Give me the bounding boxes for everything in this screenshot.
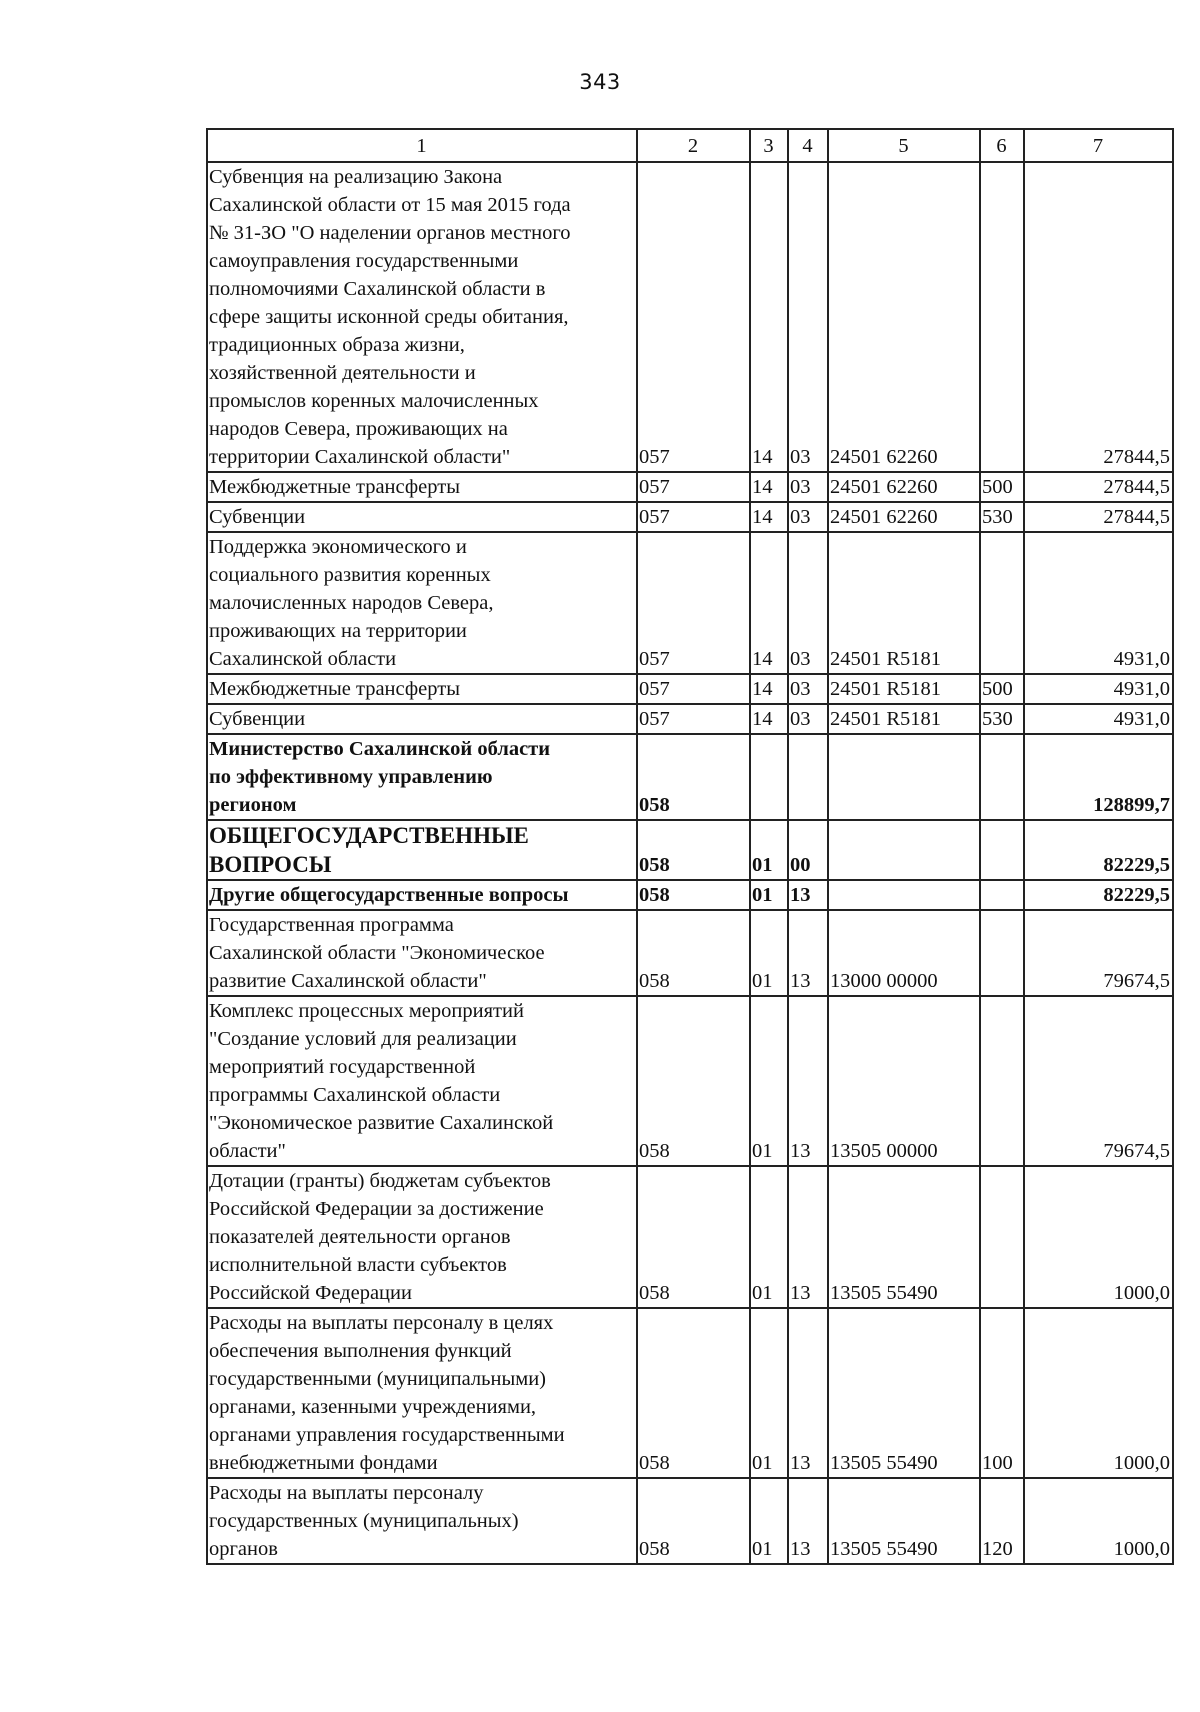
cell-subsection: 03 xyxy=(788,162,828,472)
cell-section: 14 xyxy=(750,532,788,674)
cell-ved: 058 xyxy=(637,1478,750,1564)
table-row xyxy=(207,996,1173,1166)
cell-section: 14 xyxy=(750,704,788,734)
cell-name-line: Сахалинской области xyxy=(209,648,397,670)
cell-name-line: № 31-ЗО "О наделении органов местного xyxy=(209,222,571,244)
cell-ved: 058 xyxy=(637,910,750,996)
cell-ved: 058 xyxy=(637,820,750,880)
cell-section: 01 xyxy=(750,1166,788,1308)
cell-expense-type xyxy=(980,734,1024,820)
cell-name-line: хозяйственной деятельности и xyxy=(209,362,476,384)
cell-section: 01 xyxy=(750,910,788,996)
table-row xyxy=(207,1478,1173,1564)
cell-ved: 058 xyxy=(637,996,750,1166)
cell-name-line: Другие общегосударственные вопросы xyxy=(209,884,569,906)
cell-name-line: "Экономическое развитие Сахалинской xyxy=(209,1112,554,1134)
cell-subsection: 03 xyxy=(788,704,828,734)
cell-name xyxy=(207,1478,637,1564)
cell-name xyxy=(207,162,637,472)
cell-name-line: Субвенции xyxy=(209,708,306,730)
cell-expense-type: 530 xyxy=(980,502,1024,532)
cell-amount: 27844,5 xyxy=(1024,162,1173,472)
cell-name xyxy=(207,532,637,674)
cell-subsection: 13 xyxy=(788,910,828,996)
cell-name-line: органами, казенными учреждениями, xyxy=(209,1396,537,1418)
cell-subsection xyxy=(788,734,828,820)
cell-name-line: программы Сахалинской области xyxy=(209,1084,501,1106)
cell-name-line: Российской Федерации за достижение xyxy=(209,1198,544,1220)
cell-section: 01 xyxy=(750,996,788,1166)
cell-name-line: ОБЩЕГОСУДАРСТВЕННЫЕ xyxy=(209,823,529,848)
cell-amount: 128899,7 xyxy=(1024,734,1173,820)
cell-name xyxy=(207,820,637,880)
cell-expense-type: 500 xyxy=(980,674,1024,704)
cell-ved: 057 xyxy=(637,704,750,734)
cell-section: 01 xyxy=(750,1478,788,1564)
cell-name-line: области" xyxy=(209,1140,286,1162)
cell-name-line: Дотации (гранты) бюджетам субъектов xyxy=(209,1170,551,1192)
cell-name xyxy=(207,880,637,910)
cell-target-article: 24501 R5181 xyxy=(828,532,980,674)
cell-amount: 82229,5 xyxy=(1024,880,1173,910)
cell-section: 01 xyxy=(750,820,788,880)
cell-name xyxy=(207,472,637,502)
cell-subsection: 03 xyxy=(788,674,828,704)
cell-amount: 4931,0 xyxy=(1024,532,1173,674)
cell-subsection: 13 xyxy=(788,996,828,1166)
table-row xyxy=(207,704,1173,734)
cell-subsection: 03 xyxy=(788,502,828,532)
cell-subsection: 13 xyxy=(788,1308,828,1478)
cell-name xyxy=(207,996,637,1166)
cell-ved: 057 xyxy=(637,472,750,502)
cell-expense-type xyxy=(980,1166,1024,1308)
table-row xyxy=(207,734,1173,820)
cell-name-line: по эффективному управлению xyxy=(209,766,493,788)
cell-name-line: развитие Сахалинской области" xyxy=(209,970,487,992)
cell-amount: 79674,5 xyxy=(1024,996,1173,1166)
table-row xyxy=(207,820,1173,880)
cell-name xyxy=(207,734,637,820)
page-number: 343 xyxy=(579,70,621,94)
cell-target-article xyxy=(828,734,980,820)
header-col-7: 7 xyxy=(1024,129,1173,162)
cell-name xyxy=(207,1166,637,1308)
cell-target-article: 24501 R5181 xyxy=(828,674,980,704)
cell-name-line: исполнительной власти субъектов xyxy=(209,1254,507,1276)
cell-name-line: показателей деятельности органов xyxy=(209,1226,511,1248)
cell-name-line: малочисленных народов Севера, xyxy=(209,592,494,614)
cell-name-line: государственных (муниципальных) xyxy=(209,1510,519,1532)
budget-table xyxy=(206,128,1174,1565)
cell-ved: 057 xyxy=(637,532,750,674)
cell-name-line: Межбюджетные трансферты xyxy=(209,678,460,700)
cell-name-line: социального развития коренных xyxy=(209,564,491,586)
cell-target-article: 24501 62260 xyxy=(828,502,980,532)
cell-target-article: 24501 62260 xyxy=(828,472,980,502)
cell-name-line: внебюджетными фондами xyxy=(209,1452,438,1474)
cell-target-article: 13505 55490 xyxy=(828,1308,980,1478)
table-row xyxy=(207,674,1173,704)
cell-name xyxy=(207,674,637,704)
header-col-2: 2 xyxy=(637,129,750,162)
cell-expense-type: 100 xyxy=(980,1308,1024,1478)
cell-ved: 057 xyxy=(637,502,750,532)
cell-name-line: Расходы на выплаты персоналу в целях xyxy=(209,1312,554,1334)
cell-name-line: Государственная программа xyxy=(209,914,454,936)
cell-subsection: 03 xyxy=(788,472,828,502)
header-col-6: 6 xyxy=(980,129,1024,162)
cell-subsection: 13 xyxy=(788,880,828,910)
cell-amount: 27844,5 xyxy=(1024,502,1173,532)
table-row xyxy=(207,162,1173,472)
header-col-5: 5 xyxy=(828,129,980,162)
cell-target-article: 24501 62260 xyxy=(828,162,980,472)
table-body xyxy=(207,162,1173,1564)
cell-expense-type: 120 xyxy=(980,1478,1024,1564)
cell-expense-type xyxy=(980,532,1024,674)
cell-target-article: 24501 R5181 xyxy=(828,704,980,734)
cell-name xyxy=(207,1308,637,1478)
cell-subsection: 00 xyxy=(788,820,828,880)
cell-expense-type: 530 xyxy=(980,704,1024,734)
cell-name-line: Российской Федерации xyxy=(209,1282,412,1304)
cell-name-line: проживающих на территории xyxy=(209,620,467,642)
cell-name-line: Субвенция на реализацию Закона xyxy=(209,166,503,188)
cell-name-line: мероприятий государственной xyxy=(209,1056,476,1078)
cell-section: 01 xyxy=(750,880,788,910)
cell-target-article: 13000 00000 xyxy=(828,910,980,996)
cell-target-article: 13505 55490 xyxy=(828,1166,980,1308)
cell-target-article xyxy=(828,880,980,910)
cell-ved: 058 xyxy=(637,1308,750,1478)
cell-expense-type xyxy=(980,910,1024,996)
cell-section: 14 xyxy=(750,502,788,532)
cell-ved: 058 xyxy=(637,734,750,820)
cell-name-line: сфере защиты исконной среды обитания, xyxy=(209,306,569,328)
cell-name-line: государственными (муниципальными) xyxy=(209,1368,546,1390)
cell-amount: 1000,0 xyxy=(1024,1166,1173,1308)
cell-section xyxy=(750,734,788,820)
cell-name-line: Субвенции xyxy=(209,506,306,528)
cell-name xyxy=(207,910,637,996)
cell-section: 14 xyxy=(750,472,788,502)
cell-name-line: Министерство Сахалинской области xyxy=(209,738,551,760)
cell-name-line: регионом xyxy=(209,794,297,816)
cell-target-article: 13505 00000 xyxy=(828,996,980,1166)
header-col-1: 1 xyxy=(207,129,637,162)
table-row xyxy=(207,472,1173,502)
cell-expense-type xyxy=(980,996,1024,1166)
cell-expense-type: 500 xyxy=(980,472,1024,502)
cell-name-line: ВОПРОСЫ xyxy=(209,852,332,877)
table-row xyxy=(207,880,1173,910)
cell-name-line: Межбюджетные трансферты xyxy=(209,476,460,498)
cell-expense-type xyxy=(980,880,1024,910)
table-row xyxy=(207,910,1173,996)
cell-name-line: Комплекс процессных мероприятий xyxy=(209,1000,524,1022)
cell-ved: 057 xyxy=(637,162,750,472)
cell-target-article xyxy=(828,820,980,880)
cell-name-line: народов Севера, проживающих на xyxy=(209,418,508,440)
cell-amount: 27844,5 xyxy=(1024,472,1173,502)
cell-name-line: территории Сахалинской области" xyxy=(209,446,511,468)
cell-name xyxy=(207,502,637,532)
cell-ved: 057 xyxy=(637,674,750,704)
cell-name-line: полномочиями Сахалинской области в xyxy=(209,278,546,300)
header-col-3: 3 xyxy=(750,129,788,162)
cell-subsection: 13 xyxy=(788,1478,828,1564)
cell-section: 14 xyxy=(750,674,788,704)
cell-name-line: органов xyxy=(209,1538,278,1560)
cell-expense-type xyxy=(980,820,1024,880)
cell-ved: 058 xyxy=(637,1166,750,1308)
cell-ved: 058 xyxy=(637,880,750,910)
table-row xyxy=(207,1308,1173,1478)
cell-name-line: традиционных образа жизни, xyxy=(209,334,465,356)
cell-name-line: обеспечения выполнения функций xyxy=(209,1340,512,1362)
cell-subsection: 03 xyxy=(788,532,828,674)
table-row xyxy=(207,502,1173,532)
cell-name xyxy=(207,704,637,734)
header-col-4: 4 xyxy=(788,129,828,162)
cell-subsection: 13 xyxy=(788,1166,828,1308)
cell-amount: 79674,5 xyxy=(1024,910,1173,996)
cell-name-line: промыслов коренных малочисленных xyxy=(209,390,539,412)
cell-amount: 82229,5 xyxy=(1024,820,1173,880)
cell-expense-type xyxy=(980,162,1024,472)
cell-name-line: органами управления государственными xyxy=(209,1424,565,1446)
header-row xyxy=(207,129,1173,162)
cell-name-line: "Создание условий для реализации xyxy=(209,1028,517,1050)
cell-name-line: самоуправления государственными xyxy=(209,250,519,272)
cell-name-line: Поддержка экономического и xyxy=(209,536,467,558)
cell-target-article: 13505 55490 xyxy=(828,1478,980,1564)
cell-amount: 1000,0 xyxy=(1024,1478,1173,1564)
cell-name-line: Сахалинской области от 15 мая 2015 года xyxy=(209,194,571,216)
cell-name-line: Сахалинской области "Экономическое xyxy=(209,942,545,964)
cell-name-line: Расходы на выплаты персоналу xyxy=(209,1482,484,1504)
cell-section: 01 xyxy=(750,1308,788,1478)
cell-amount: 1000,0 xyxy=(1024,1308,1173,1478)
table-row xyxy=(207,532,1173,674)
cell-section: 14 xyxy=(750,162,788,472)
table-row xyxy=(207,1166,1173,1308)
cell-amount: 4931,0 xyxy=(1024,704,1173,734)
cell-amount: 4931,0 xyxy=(1024,674,1173,704)
